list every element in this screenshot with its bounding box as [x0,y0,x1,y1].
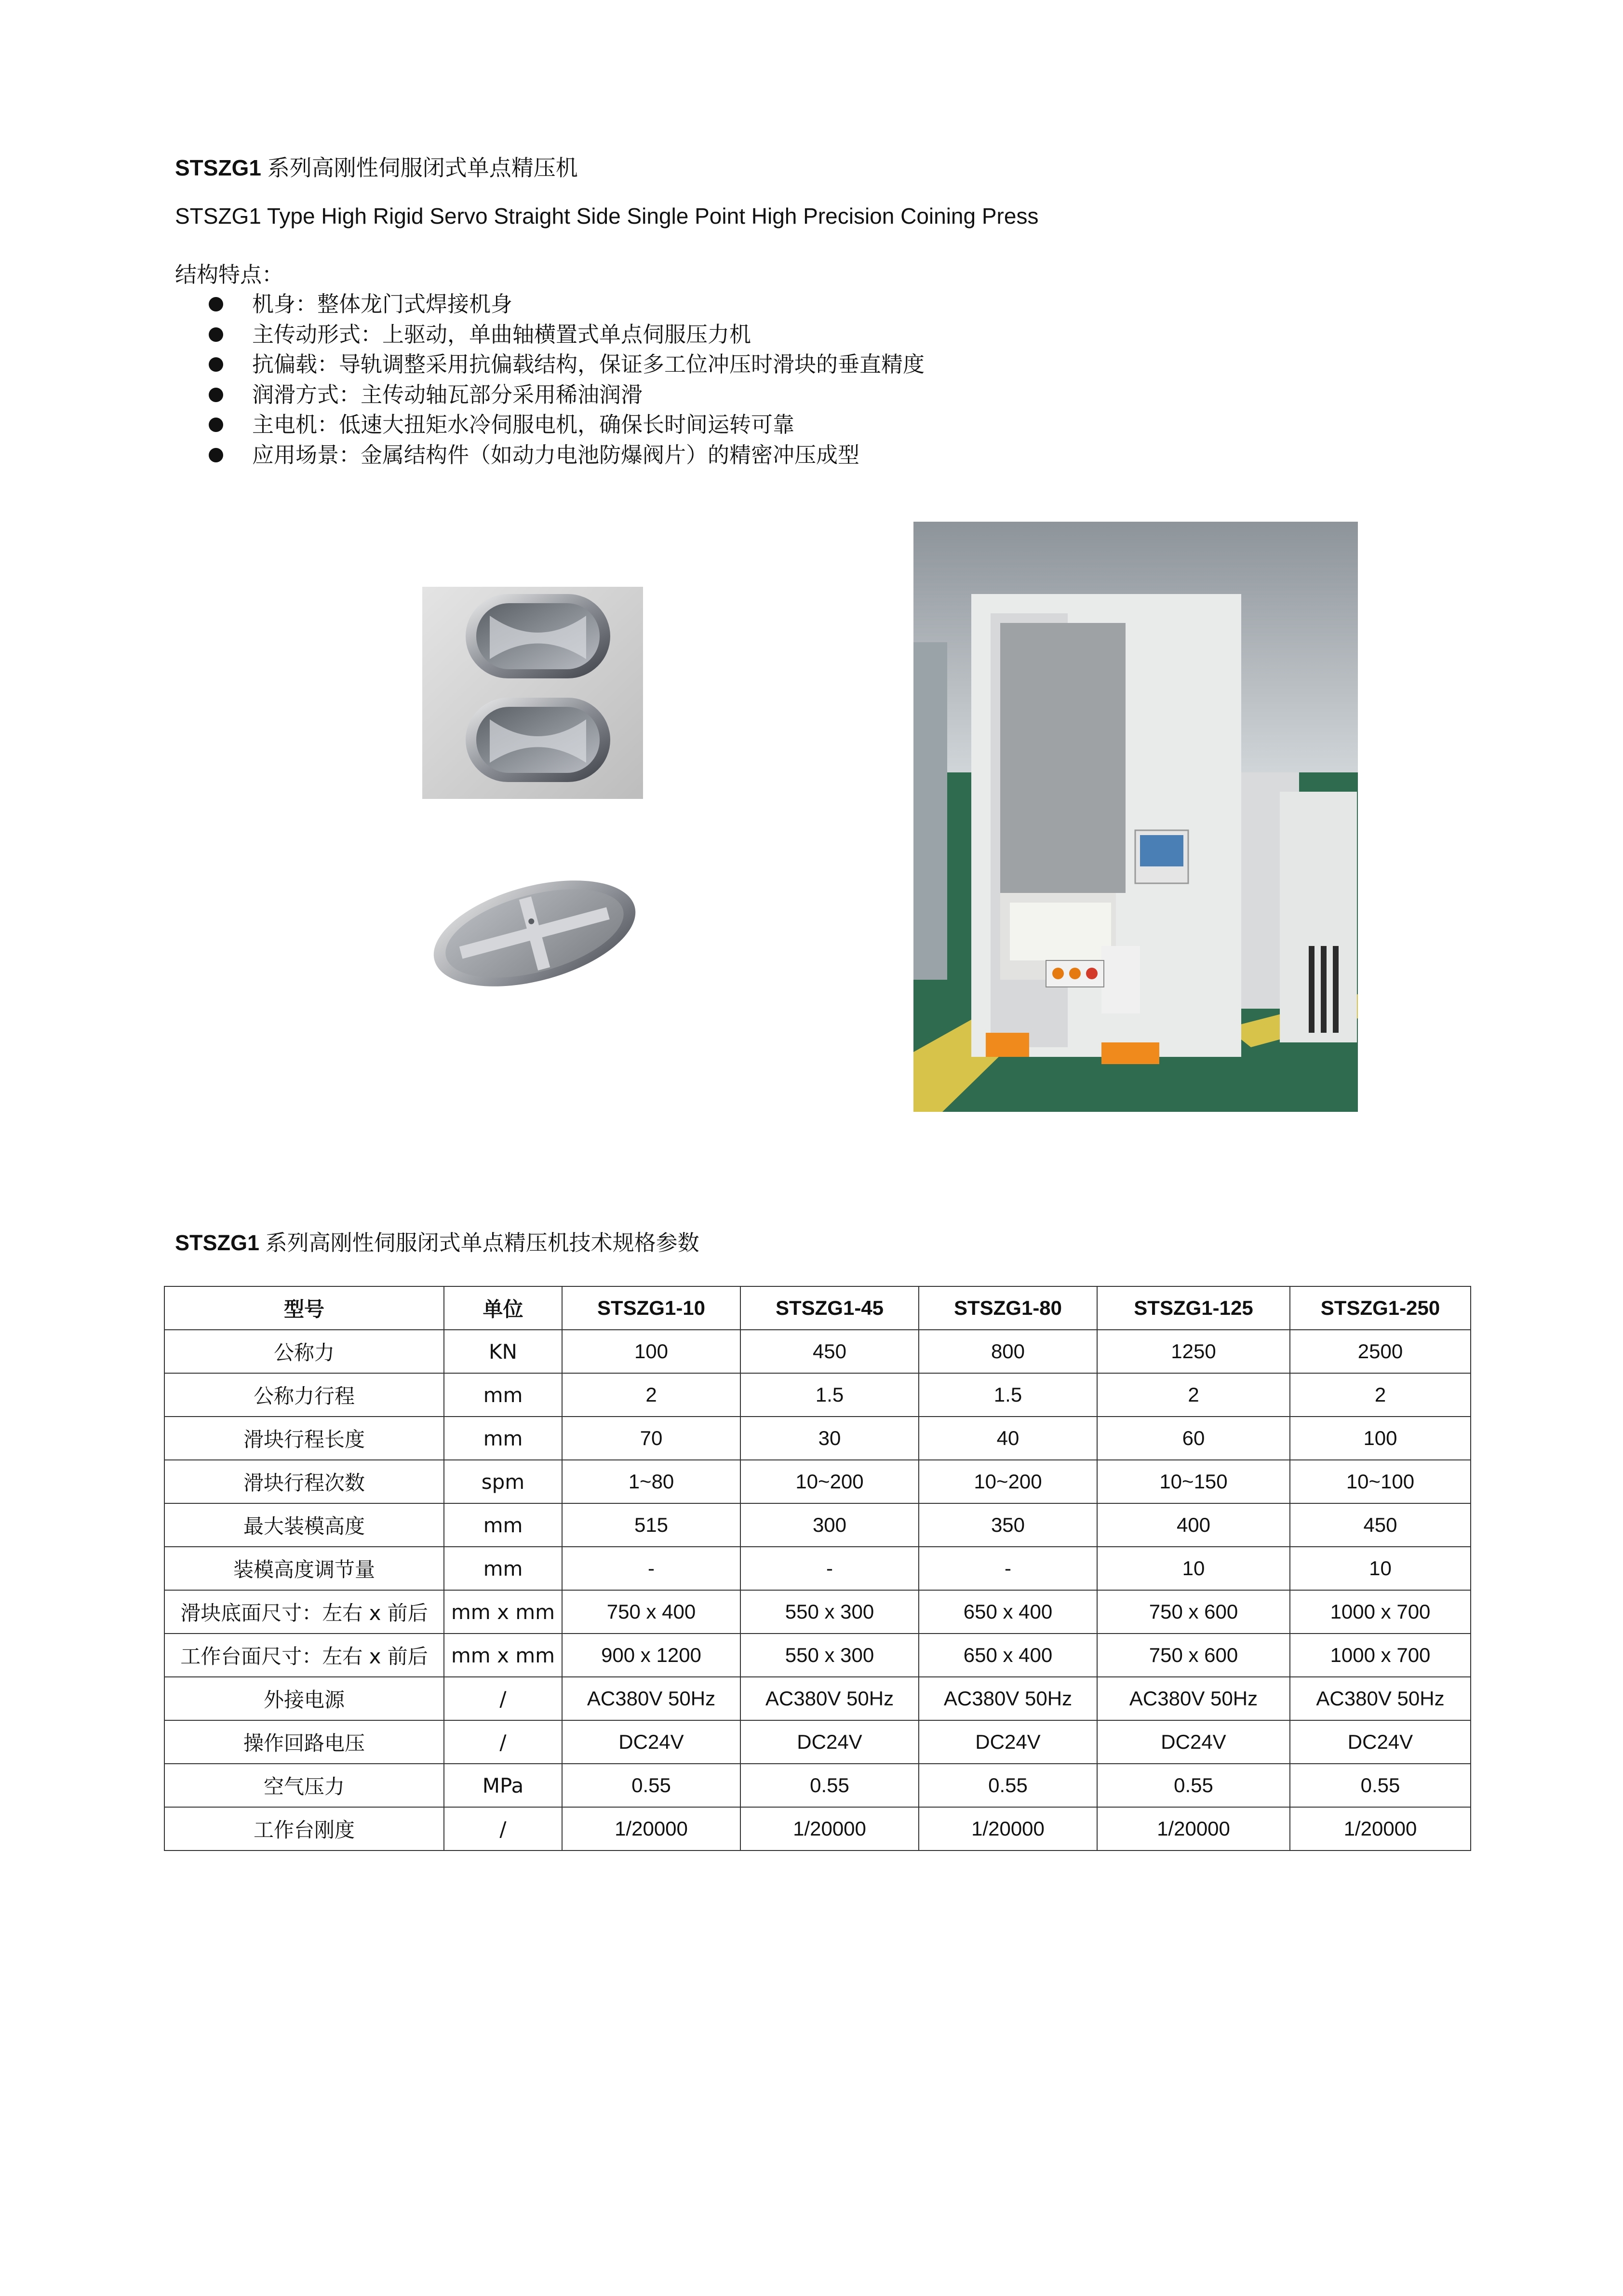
header-model: 型号 [164,1286,444,1330]
header-stszg1-10: STSZG1-10 [562,1286,740,1330]
param-name-cell: 公称力行程 [164,1373,444,1417]
unit-cell: / [444,1677,562,1720]
spec-table [164,1286,1471,1851]
value-cell: AC380V 50Hz [1097,1677,1290,1720]
value-cell: 1.5 [740,1373,919,1417]
unit-cell: mm [444,1373,562,1417]
param-name-cell: 外接电源 [164,1677,444,1720]
value-cell: 1/20000 [919,1807,1097,1850]
value-cell: 2 [562,1373,740,1417]
value-cell: 450 [1290,1503,1471,1547]
table-row [164,1677,1471,1720]
unit-cell: mm [444,1547,562,1590]
value-cell: 10~150 [1097,1460,1290,1503]
value-cell: 1000 x 700 [1290,1590,1471,1634]
table-row [164,1330,1471,1373]
value-cell: 0.55 [740,1764,919,1807]
value-cell: AC380V 50Hz [1290,1677,1471,1720]
value-cell: AC380V 50Hz [740,1677,919,1720]
stamped-vent-plates-photo [422,587,643,799]
value-cell: 2 [1290,1373,1471,1417]
table-row [164,1417,1471,1460]
unit-cell: KN [444,1330,562,1373]
bullet-icon [209,418,223,432]
feature-item: 润滑方式：主传动轴瓦部分采用稀油润滑 [209,380,925,410]
value-cell: 750 x 400 [562,1590,740,1634]
table-row [164,1720,1471,1764]
bullet-icon [209,357,223,372]
value-cell: 60 [1097,1417,1290,1460]
spec-title-cn: 系列高刚性伺服闭式单点精压机技术规格参数 [265,1230,699,1255]
spec-table-title [175,1229,699,1257]
value-cell: 550 x 300 [740,1590,919,1634]
value-cell: 900 x 1200 [562,1634,740,1677]
table-row [164,1634,1471,1677]
value-cell: 10 [1290,1547,1471,1590]
value-cell: DC24V [1097,1720,1290,1764]
unit-cell: / [444,1720,562,1764]
value-cell: 0.55 [1097,1764,1290,1807]
spec-table-body [164,1330,1471,1850]
value-cell: AC380V 50Hz [919,1677,1097,1720]
value-cell: 0.55 [1290,1764,1471,1807]
header-stszg1-80: STSZG1-80 [919,1286,1097,1330]
value-cell: 650 x 400 [919,1590,1097,1634]
title-model: STSZG1 [175,155,261,180]
value-cell: 650 x 400 [919,1634,1097,1677]
param-name-cell: 工作台面尺寸：左右 x 前后 [164,1634,444,1677]
value-cell: 1000 x 700 [1290,1634,1471,1677]
value-cell: 1/20000 [562,1807,740,1850]
value-cell: 10~100 [1290,1460,1471,1503]
value-cell: 40 [919,1417,1097,1460]
value-cell: 750 x 600 [1097,1590,1290,1634]
table-row [164,1547,1471,1590]
table-header-row [164,1286,1471,1330]
unit-cell: / [444,1807,562,1850]
value-cell: 70 [562,1417,740,1460]
param-name-cell: 滑块行程次数 [164,1460,444,1503]
param-name-cell: 操作回路电压 [164,1720,444,1764]
unit-cell: mm x mm [444,1634,562,1677]
unit-cell: MPa [444,1764,562,1807]
table-row [164,1460,1471,1503]
feature-item: 抗偏载：导轨调整采用抗偏载结构，保证多工位冲压时滑块的垂直精度 [209,350,925,380]
param-name-cell: 公称力 [164,1330,444,1373]
value-cell: 1/20000 [740,1807,919,1850]
value-cell: 1/20000 [1097,1807,1290,1850]
table-row [164,1373,1471,1417]
feature-item: 应用场景：金属结构件（如动力电池防爆阀片）的精密冲压成型 [209,440,925,471]
value-cell: DC24V [919,1720,1097,1764]
value-cell: AC380V 50Hz [562,1677,740,1720]
unit-cell: mm [444,1417,562,1460]
value-cell: 400 [1097,1503,1290,1547]
feature-item: 机身：整体龙门式焊接机身 [209,289,925,320]
value-cell: DC24V [740,1720,919,1764]
param-name-cell: 工作台刚度 [164,1807,444,1850]
param-name-cell: 最大装模高度 [164,1503,444,1547]
header-stszg1-125: STSZG1-125 [1097,1286,1290,1330]
value-cell: 550 x 300 [740,1634,919,1677]
header-stszg1-250: STSZG1-250 [1290,1286,1471,1330]
value-cell: 0.55 [919,1764,1097,1807]
unit-cell: mm [444,1503,562,1547]
vent-plate-part-photo [422,873,647,994]
value-cell: 10~200 [740,1460,919,1503]
page-title [175,153,578,182]
page-subtitle-en: STSZG1 Type High Rigid Servo Straight Side Single Point High Precision Coining Press [175,203,1039,229]
value-cell: 800 [919,1330,1097,1373]
unit-cell: mm x mm [444,1590,562,1634]
param-name-cell: 滑块底面尺寸：左右 x 前后 [164,1590,444,1634]
title-cn: 系列高刚性伺服闭式单点精压机 [267,155,578,180]
value-cell: - [740,1547,919,1590]
param-name-cell: 空气压力 [164,1764,444,1807]
value-cell: 30 [740,1417,919,1460]
bullet-icon [209,297,223,311]
value-cell: 1~80 [562,1460,740,1503]
bullet-icon [209,448,223,462]
value-cell: 450 [740,1330,919,1373]
param-name-cell: 装模高度调节量 [164,1547,444,1590]
value-cell: - [919,1547,1097,1590]
table-row [164,1503,1471,1547]
spec-title-model: STSZG1 [175,1230,260,1255]
bullet-icon [209,327,223,342]
param-name-cell: 滑块行程长度 [164,1417,444,1460]
value-cell: 10~200 [919,1460,1097,1503]
value-cell: 1.5 [919,1373,1097,1417]
value-cell: 1250 [1097,1330,1290,1373]
features-list [209,289,925,470]
table-row [164,1807,1471,1850]
value-cell: - [562,1547,740,1590]
table-row [164,1764,1471,1807]
bullet-icon [209,388,223,402]
value-cell: 515 [562,1503,740,1547]
value-cell: 0.55 [562,1764,740,1807]
value-cell: 100 [562,1330,740,1373]
value-cell: 300 [740,1503,919,1547]
value-cell: 750 x 600 [1097,1634,1290,1677]
servo-press-machine-photo [913,522,1358,1112]
value-cell: 350 [919,1503,1097,1547]
value-cell: DC24V [1290,1720,1471,1764]
value-cell: 10 [1097,1547,1290,1590]
header-stszg1-45: STSZG1-45 [740,1286,919,1330]
unit-cell: spm [444,1460,562,1503]
value-cell: DC24V [562,1720,740,1764]
table-row [164,1590,1471,1634]
features-heading: 结构特点： [175,262,284,287]
feature-item: 主电机：低速大扭矩水冷伺服电机，确保长时间运转可靠 [209,410,925,440]
header-unit: 单位 [444,1286,562,1330]
value-cell: 2500 [1290,1330,1471,1373]
value-cell: 1/20000 [1290,1807,1471,1850]
value-cell: 100 [1290,1417,1471,1460]
value-cell: 2 [1097,1373,1290,1417]
feature-item: 主传动形式：上驱动，单曲轴横置式单点伺服压力机 [209,320,925,350]
